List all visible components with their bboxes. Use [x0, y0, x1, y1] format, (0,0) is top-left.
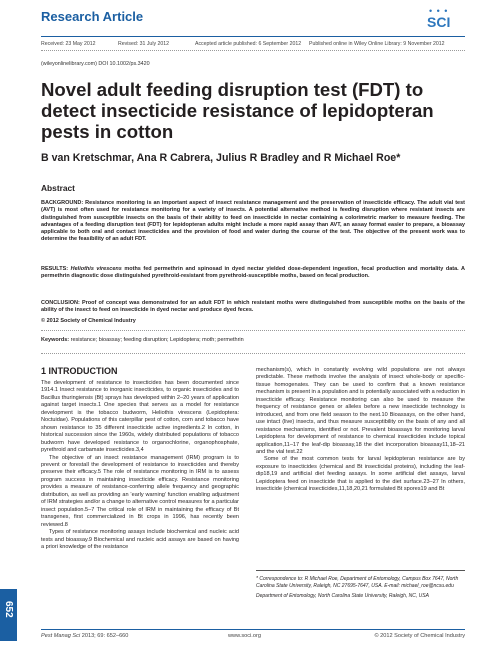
results-text: moths fed permethrin and spinosad in dyed nectar yielded dose-dependent ingestion, fecal production and mortality data. A permethrin diagnostic dose distinguished pyrethroid-resistant from pyrethroid-susceptible moths, based on fecal production.	[41, 266, 466, 280]
keywords-label: Keywords:	[41, 337, 70, 343]
section-heading: 1 INTRODUCTION	[41, 366, 118, 376]
author-list: B van Kretschmar, Ana R Cabrera, Julius R Bradley and R Michael Roe*	[41, 152, 401, 164]
article-title: Novel adult feeding disruption test (FDT) to detect insecticide resistance of lepidopteran pests in cotton	[41, 79, 434, 142]
results-species: Heliothis virescens	[70, 266, 122, 272]
abstract-copyright: © 2012 Society of Chemical Industry	[41, 318, 136, 324]
keywords-rule-top	[41, 330, 465, 331]
abstract-results	[41, 266, 465, 281]
footer-journal: Pest Manag Sci	[41, 633, 81, 639]
footnote	[256, 576, 465, 604]
abstract-heading: Abstract	[41, 183, 75, 193]
intro-paragraph-3: Types of resistance monitoring assays include biochemical and nucleic acid tests and bioassay.9 Biochemical and nucleic acid assays are based on having a priori knowledge of the resistance	[41, 529, 239, 550]
footer-citation	[41, 633, 128, 639]
intro-paragraph-2: The objective of an insect resistance management (IRM) program is to prevent or forestall the development of resistance to insecticides and thereby preserve their efficacy.5 The role of resistance monitoring in IRM is to assess program success in maintaining insecticide efficacy. Resistance monitoring provides a measure of resistance-conferring allele frequency and geographic distribution, as well as providing an ‘early warning’ function enabling adjustment of IRM strategies and/or a change to alternative control measures for a particular insect population.5–7 The critical role of IRM in maintaining the efficacy of Bt transgenes, first commercialized in Bt crops in 1996, has recently been reviewed.8	[41, 454, 239, 528]
header-rule	[41, 36, 465, 37]
footnote-rule	[256, 570, 465, 571]
intro-paragraph-4: mechanism(s), which in constantly evolving wild populations are not always predictable. These methods involve the analysis of insect whole-body or specific-tissue homogenates. They can be used to confirm that a known resistance mechanism is present in a population and is potentially associated with a reduction in insecticide efficacy. Resistance monitoring can also be used to measure the frequency of resistance genes or alleles before a new insecticide technology is introduced, and from one field season to the next.10 Bioassays, on the other hand, use intact (live) insects, and thus measure susceptibility on the basis of any and all resistance mechanisms, identified or not. Prevalent bioassays for monitoring larval Lepidoptera for development of resistance to chemical insecticides include topical application,11–17 the leaf-dip bioassay,18 the diet incorporation bioassay11,18–21 and the vial test.22	[256, 367, 465, 455]
page-number: 652	[3, 601, 14, 618]
logo-dots: • • •	[429, 6, 449, 16]
received-date: Received: 23 May 2012	[41, 41, 96, 47]
intro-paragraph-5: Some of the most common tests for larval lepidopteran resistance are by exposure to insecticides (chemical and Bt insecticidal proteins), including the leaf-dip18,19 and artificial diet feeding assays. In some artificial diet assays, larval Lepidoptera feed on insecticide that is applied to the diet surface.23–27 In others, insecticide (chemical insecticides,11,18,20,21 formulated Bt spores19 and Bt	[256, 456, 465, 493]
affiliation-note: Department of Entomology, North Carolina State University, Raleigh, NC, USA	[256, 593, 429, 600]
keywords-text: resistance; bioassay; feeding disruption; Lepidoptera; moth; permethrin	[69, 337, 244, 343]
accepted-date: Accepted article published: 6 September 2012	[195, 41, 302, 47]
published-date: Published online in Wiley Online Library: 9 November 2012	[309, 41, 445, 47]
footer-volume: 2013; 69: 652–660	[80, 633, 129, 639]
keywords-line	[41, 337, 244, 343]
sci-logo	[415, 4, 465, 34]
doi-link[interactable]: (wileyonlinelibrary.com) DOI 10.1002/ps.3420	[41, 61, 150, 67]
abstract-background: BACKGROUND: Resistance monitoring is an important aspect of insect resistance management and the preservation of insecticide efficacy. The adult vial test (AVT) is most often used for resistance monitoring for a variety of insects. A potential alternative method is feeding disruption where resistant insects are distinguished from susceptible insects on the basis of their ability to feed on insecticide in nectar containing a colorimetric marker to measure feeding. The advantages of a feeding disruption test (FDT) for lepidopteran adults might include a more rapid assay than AVT, an assay format easier to prepare, a bioassay applicable to both oral and contact insecticides and the provision of food and water during the course of the test. The objective of the present work was to determine the feasibility of an adult FDT.	[41, 200, 465, 243]
intro-paragraph-1: The development of resistance to insecticides has been documented since 1914.1 Insect resistance to inorganic insecticides, to organic insecticides and to Bacillus thuringiensis (Bt) sprays has developed within 2–20 years of application against target insects.1 One species that serves as a model for resistance development is the tobacco budworm, Heliothis virescens (Lepidoptera: Noctuidae). Populations of this caterpillar pest of cotton, corn and tobacco have shown resistance to 35 different insecticide active ingredients.2 In cotton, in historical succession since the 1960s, widely distributed populations of tobacco budworm have developed resistance to organochlorine, organophosphate, pyrethroid and carbamate insecticides.3,4	[41, 380, 239, 454]
abstract-conclusion: CONCLUSION: Proof of concept was demonstrated for an adult FDT in which resistant moths were distinguished from susceptible moths on the basis of the ability of the insect to feed on insecticide in dyed nectar and produce dyed feces.	[41, 300, 465, 314]
footer-copyright: © 2012 Society of Chemical Industry	[374, 633, 465, 639]
body-column-left	[41, 380, 239, 551]
footer-rule	[41, 629, 465, 630]
results-label: RESULTS:	[41, 266, 69, 272]
keywords-rule-bottom	[41, 353, 465, 354]
body-column-right	[256, 367, 465, 494]
revised-date: Revised: 31 July 2012	[118, 41, 170, 47]
logo-text: SCI	[427, 14, 451, 30]
article-type-label: Research Article	[41, 9, 144, 24]
footer-url[interactable]: www.soci.org	[228, 633, 261, 639]
dates-rule	[41, 50, 465, 51]
correspondence-note: * Correspondence to: R Michael Roe, Department of Entomology, Campus Box 7647, North Carolina State University, Raleigh, NC 27695-7647, USA. E-mail: michael_roe@ncsu.edu	[256, 576, 459, 589]
